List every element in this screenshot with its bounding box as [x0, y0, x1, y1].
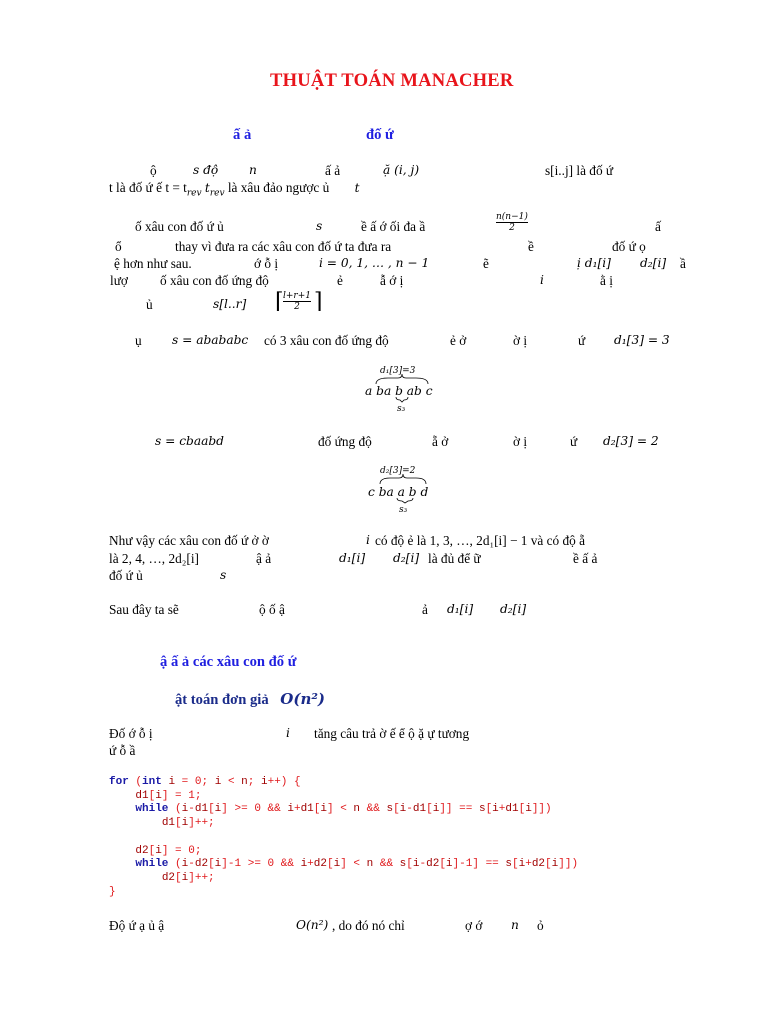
ex1-g: d₁[3] = 3	[614, 333, 670, 347]
p3-l3-s: s	[220, 568, 227, 582]
p1-l2-sub2: rev	[209, 188, 225, 199]
ex2-c: ẵ ở	[432, 434, 449, 449]
p2-l3-a: ệ hơn như sau.	[114, 256, 192, 271]
ex2-f: d₂[3] = 2	[603, 434, 659, 448]
p2-l1-b: s	[316, 219, 323, 233]
code-line: while (i-d2[i]-1 >= 0 && i+d2[i] < n && s[i-d2[i]-1] == s[i+d2[i]])	[135, 858, 579, 871]
p2-ceil-right: ⌉	[314, 288, 323, 313]
p6-c: , do đó nó chỉ	[332, 918, 405, 933]
page-title: THUẬT TOÁN MANACHER	[270, 70, 514, 91]
p2-l3-g: ầ	[680, 256, 686, 271]
p4-b: ộ ố ậ	[259, 602, 285, 617]
p3-l2-c: d₁[i]	[339, 551, 366, 565]
p4-a: Sau đây ta sẽ	[109, 602, 179, 617]
p2-l3-d: ẽ	[483, 256, 489, 271]
p5-l1-i: i	[286, 726, 290, 740]
p3-l2-e: là đủ để ữ	[428, 551, 481, 566]
p2-frac-den: 2	[496, 222, 528, 233]
p2-l3-e: ị d₁[i]	[577, 256, 611, 270]
p2-l1-c: ề ấ ớ ối đa ầ	[361, 219, 426, 234]
p2-ceil-left: ⌈	[275, 288, 284, 313]
code-line: while (i-d1[i] >= 0 && i+d1[i] < n && s[i-d1[i]] == s[i+d1[i]])	[135, 803, 552, 816]
code-line: for (int i = 0; i < n; i++) {	[109, 776, 301, 788]
p2-l3-b: ớ ỗ ị	[254, 256, 279, 271]
p1-text-f: s[i..j] là đố ứ	[545, 163, 614, 178]
ex1-c: có 3 xâu con đố ứng độ	[264, 333, 389, 348]
p1-l2-text: t là đố ứ ế t = t	[109, 180, 187, 195]
code-line: d1[i]++;	[161, 817, 215, 830]
p2-frac-num: n(n−1)	[496, 212, 528, 222]
code-line: d2[i]++;	[161, 871, 215, 884]
code-line	[109, 831, 578, 845]
ex2-underbrace	[395, 497, 415, 505]
p2-frac2-den: 2	[283, 301, 311, 312]
p5-l2: ứ ỗ ầ	[109, 743, 136, 758]
ex2-e: ứ	[570, 434, 578, 449]
ex1-d: ẻ ở	[450, 333, 467, 348]
code-line: }	[109, 885, 116, 898]
p1-l2-end: là xâu đảo ngược ủ	[227, 180, 330, 195]
ex1-b: s = abababc	[172, 333, 249, 347]
p1-text-d: ấ ả	[325, 163, 341, 178]
p2-l4-a: lượ	[110, 273, 128, 288]
ex1-diagram-top: d₁[3]=3	[380, 366, 416, 376]
p4-c: ả	[422, 602, 428, 617]
section-heading-2: ậ ấ ả các xâu con đố ứ	[160, 654, 297, 670]
p1-l2-t: t	[354, 181, 360, 195]
p1-line2	[109, 180, 359, 199]
ex1-f: ứ	[578, 333, 586, 348]
p2-l2-d: đố ứ ọ	[612, 239, 646, 254]
p2-l3-f: d₂[i]	[640, 256, 667, 270]
section-heading-3	[175, 690, 325, 709]
ex1-diagram-string: a ba b ab c	[365, 384, 433, 398]
p2-l4-d: ẫ ớ ị	[380, 273, 404, 288]
ex1-a: ụ	[135, 333, 142, 348]
ex2-diagram-top: d₂[3]=2	[380, 466, 416, 476]
p2-l2-c: ề	[528, 239, 534, 254]
section-heading-3-math: O(n²)	[280, 690, 326, 708]
code-line: d1[i] = 1;	[135, 789, 202, 802]
p3-l1-i: i	[366, 533, 370, 547]
section-heading-1-right: đố ứ	[366, 127, 394, 143]
p2-l1-a: ố xâu con đố ứ ủ	[135, 219, 224, 234]
ex1-diagram-bottom: s₃	[397, 404, 406, 414]
p3-l1-a: Như vậy các xâu con đố ứ ở ờ	[109, 533, 269, 548]
p2-frac2-num: l+r+1	[283, 291, 311, 301]
p2-l4-c: ẻ	[337, 273, 343, 288]
p1-text-b: s độ	[193, 163, 219, 177]
p2-l4-f: ằ ị	[600, 273, 613, 288]
p1-l2-sub1: rev	[186, 188, 202, 199]
p3-l2-d: d₂[i]	[393, 551, 420, 565]
code-block	[109, 776, 578, 899]
p3-l3-a: đố ứ ủ	[109, 568, 143, 583]
ex2-diagram-bottom: s₃	[399, 505, 408, 515]
p6-f: ỏ	[537, 918, 544, 933]
ex2-diagram-string: c ba a b d	[368, 485, 429, 499]
p3-l1-b: có độ ẻ là 1, 3, …, 2d₁[i] − 1 và có độ ẵ	[375, 533, 586, 548]
p3-l2-b: ậ ả	[256, 551, 272, 566]
section-heading-1-left: ấ ả	[233, 127, 252, 143]
ex1-underbrace	[394, 396, 410, 404]
section-heading-3-text: ật toán đơn giả	[175, 692, 269, 708]
p6-d: ợ ớ	[465, 918, 483, 933]
code-line: d2[i] = 0;	[135, 844, 202, 857]
p4-e: d₂[i]	[500, 602, 527, 616]
p2-l3-c: i = 0, 1, … , n − 1	[319, 256, 430, 270]
p2-fraction-2	[283, 291, 311, 312]
ex2-b: đố ứng độ	[318, 434, 372, 449]
p3-l2-f: ề ấ ả	[573, 551, 598, 566]
p2-l4-b: ố xâu con đố ứng độ	[160, 273, 269, 288]
p5-l1-b: tăng câu trả ờ ế ể ộ ặ ự tương	[314, 726, 470, 741]
p4-d: d₁[i]	[447, 602, 474, 616]
p1-text-c: n	[249, 163, 257, 177]
p1-l2-mid: t	[204, 181, 210, 195]
p1-text-e: ặ (i, j)	[383, 163, 420, 177]
p3-l2-a: là 2, 4, …, 2d₂[i]	[109, 551, 199, 566]
p2-l2-a: ổ	[115, 239, 122, 254]
p6-e: n	[511, 918, 519, 932]
p2-fraction	[496, 212, 528, 233]
p2-l5-a: ủ	[146, 297, 153, 312]
ex2-d: ờ ị	[513, 434, 528, 449]
p6-b: O(n²)	[296, 918, 329, 932]
ex2-a: s = cbaabd	[155, 434, 224, 448]
p2-l4-e: i	[540, 273, 544, 287]
p1-text-a: ộ	[150, 163, 157, 178]
p2-l5-b: s[l..r]	[213, 297, 247, 311]
p2-l2-b: thay vì đưa ra các xâu con đố ứ ta đưa ra	[175, 239, 392, 254]
p6-a: Độ ứ ạ ủ ậ	[109, 918, 165, 933]
p5-l1-a: Đố ớ ỗ ị	[109, 726, 153, 741]
ex1-e: ờ ị	[513, 333, 528, 348]
p2-l1-d: ấ	[655, 219, 661, 234]
